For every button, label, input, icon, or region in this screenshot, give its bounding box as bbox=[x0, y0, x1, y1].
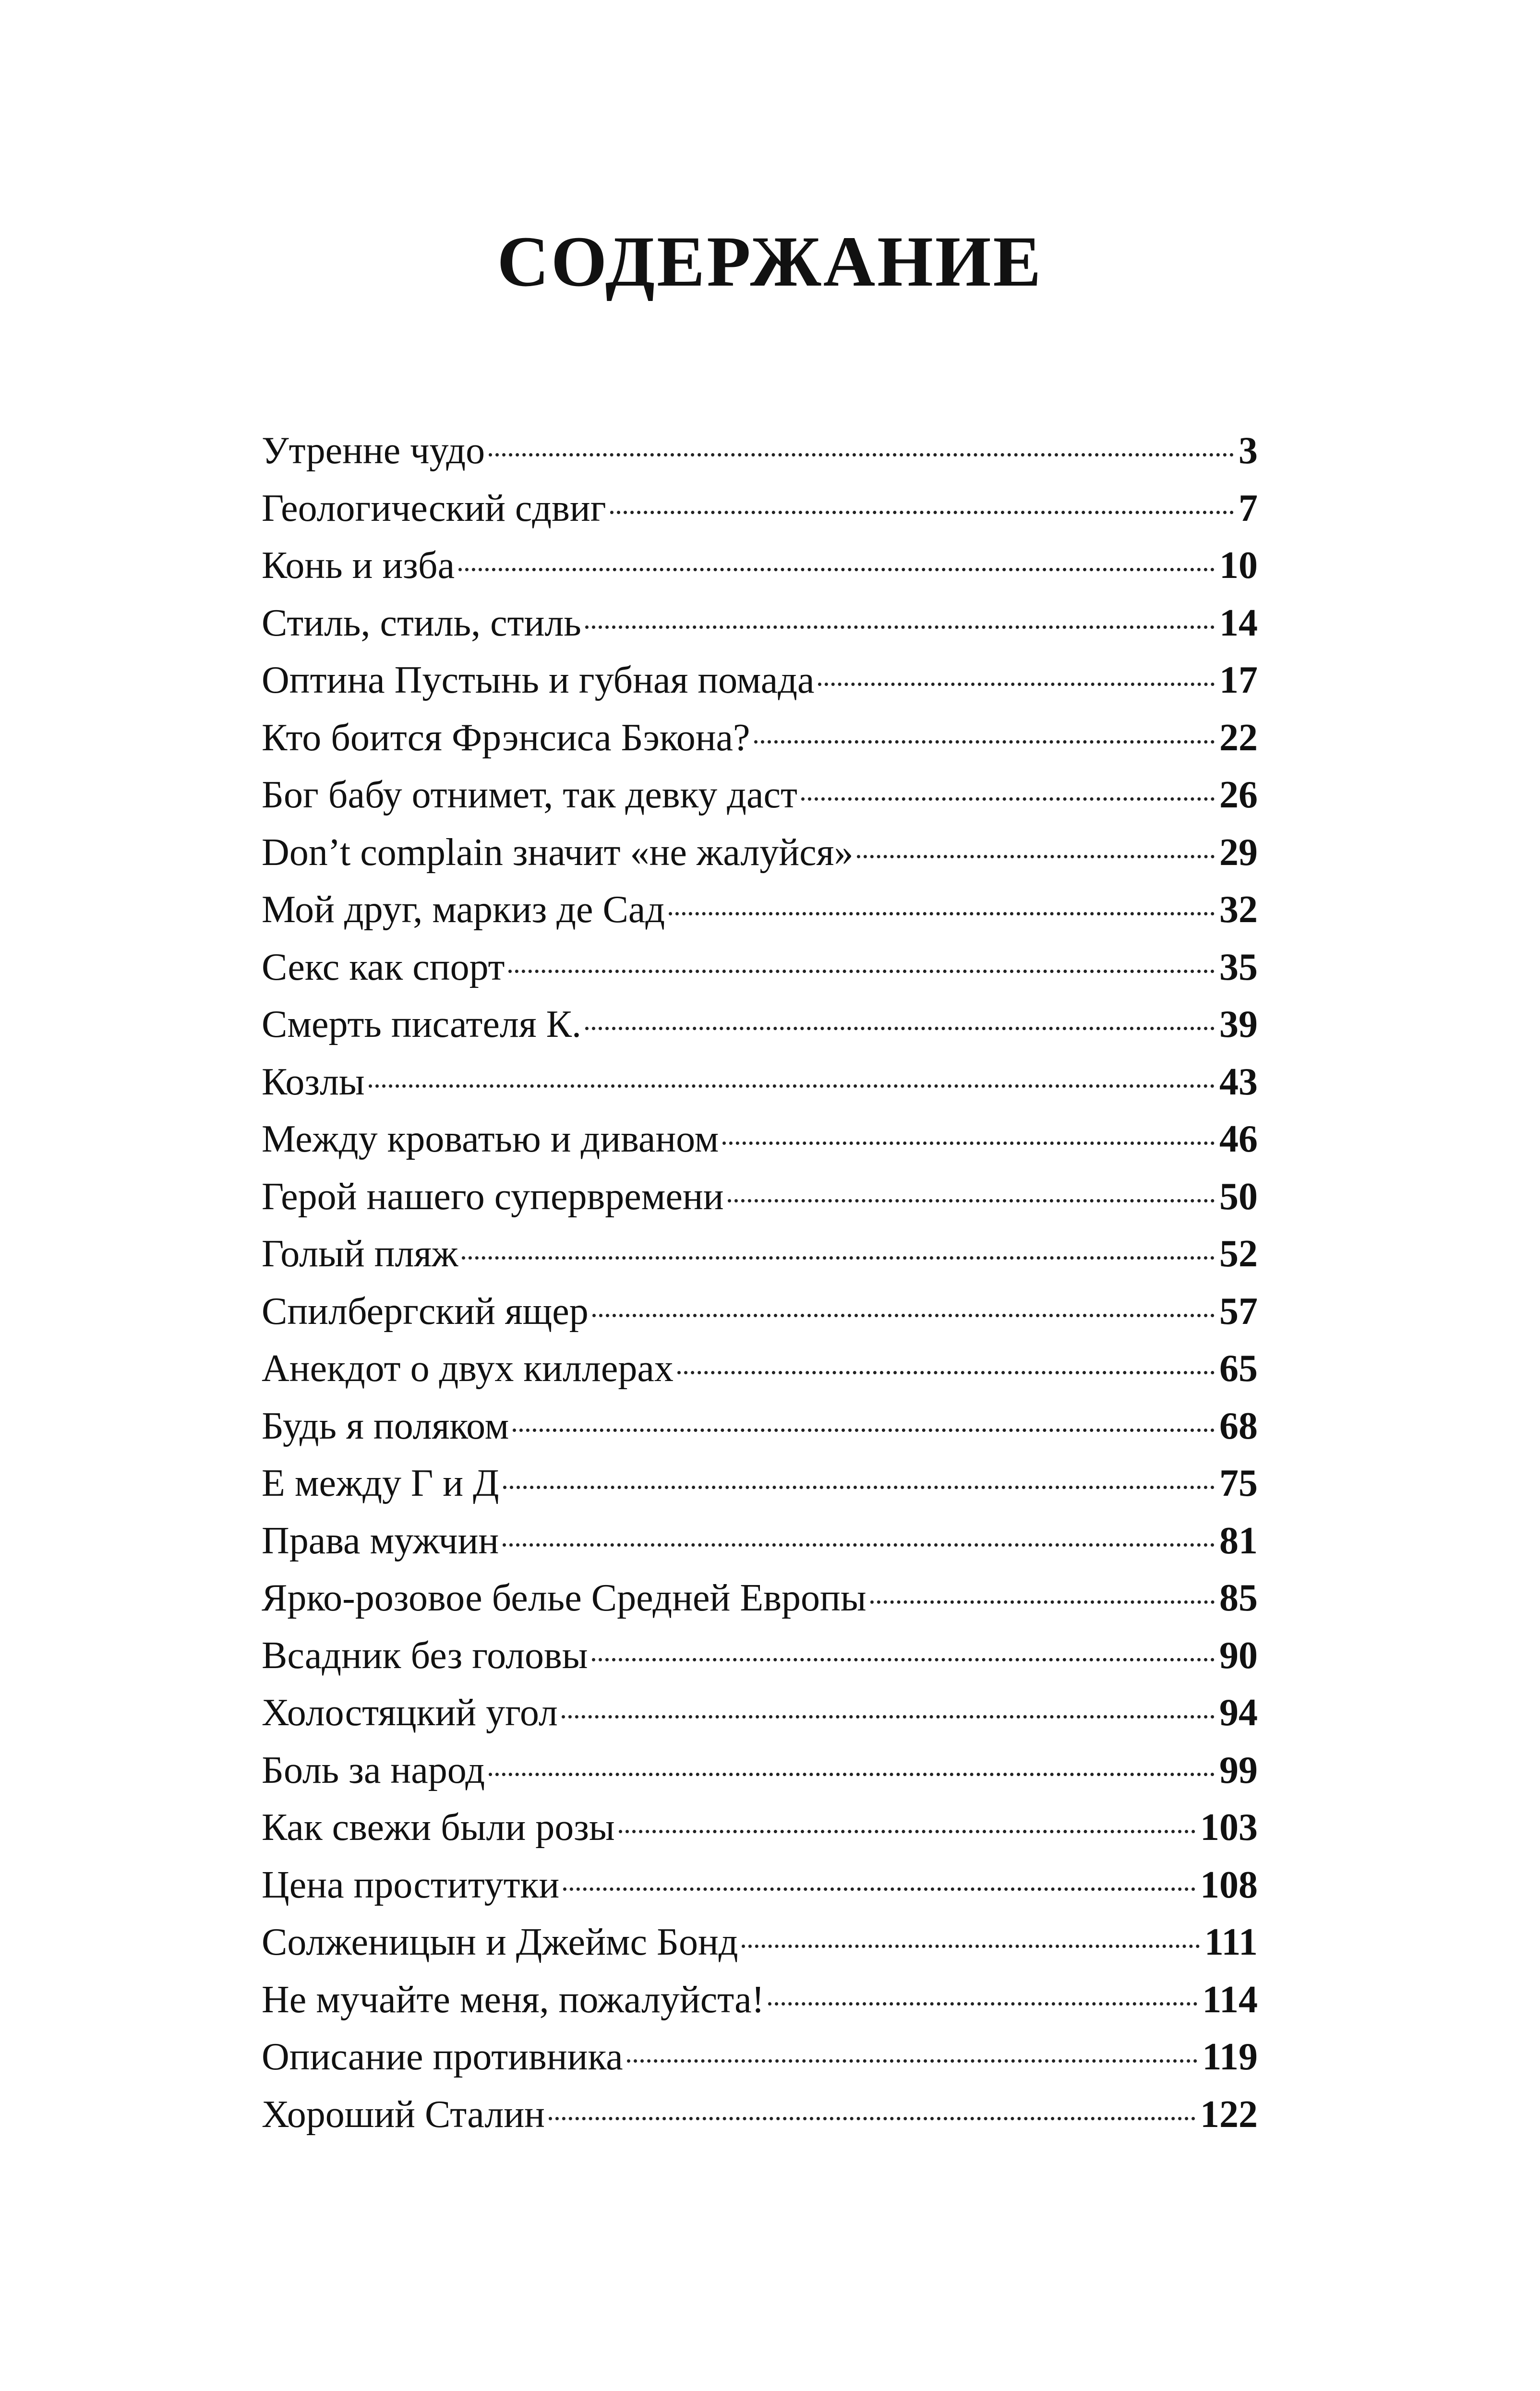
toc-entry-page-number: 7 bbox=[1239, 487, 1258, 529]
toc-entry-title: Герой нашего супервремени bbox=[262, 1175, 724, 1218]
toc-entry-page-number: 103 bbox=[1200, 1806, 1258, 1849]
toc-entry-title: Будь я поляком bbox=[262, 1405, 509, 1447]
toc-entry-page-number: 85 bbox=[1219, 1577, 1258, 1619]
toc-entry-page-number: 35 bbox=[1219, 946, 1258, 988]
dot-leader bbox=[669, 912, 1215, 915]
dot-leader bbox=[619, 1830, 1195, 1833]
toc-entry bbox=[262, 2086, 1258, 2144]
toc-entry bbox=[262, 1398, 1258, 1455]
dot-leader bbox=[610, 511, 1234, 514]
dot-leader bbox=[503, 1486, 1215, 1489]
page-title: СОДЕРЖАНИЕ bbox=[497, 222, 1043, 301]
toc-entry-page-number: 17 bbox=[1219, 659, 1258, 701]
dot-leader bbox=[592, 1658, 1215, 1661]
toc-entry-page-number: 65 bbox=[1219, 1347, 1258, 1390]
toc-entry-title: Утренне чудо bbox=[262, 430, 485, 472]
toc-entry-title: Мой друг, маркиз де Сад bbox=[262, 889, 665, 931]
dot-leader bbox=[768, 2002, 1197, 2006]
toc-entry bbox=[262, 480, 1258, 538]
toc-entry bbox=[262, 1168, 1258, 1226]
dot-leader bbox=[489, 453, 1234, 457]
dot-leader bbox=[369, 1084, 1215, 1088]
dot-leader bbox=[870, 1600, 1215, 1604]
dot-leader bbox=[857, 855, 1215, 858]
dot-leader bbox=[549, 2117, 1195, 2120]
toc-entry bbox=[262, 1684, 1258, 1742]
toc-entry-title: Солженицын и Джеймс Бонд bbox=[262, 1921, 738, 1963]
dot-leader bbox=[627, 2059, 1198, 2063]
toc-entry bbox=[262, 422, 1258, 480]
toc-entry-page-number: 14 bbox=[1219, 601, 1258, 644]
toc-entry bbox=[262, 1111, 1258, 1168]
dot-leader bbox=[462, 1256, 1215, 1260]
toc-entry-page-number: 32 bbox=[1219, 889, 1258, 931]
toc-entry bbox=[262, 652, 1258, 709]
toc-entry bbox=[262, 1226, 1258, 1283]
toc-entry bbox=[262, 1340, 1258, 1398]
toc-entry-page-number: 68 bbox=[1219, 1405, 1258, 1447]
toc-entry-page-number: 22 bbox=[1219, 716, 1258, 759]
dot-leader bbox=[585, 1027, 1215, 1030]
dot-leader bbox=[585, 625, 1215, 629]
toc-entry-title: Ярко-розовое белье Средней Европы bbox=[262, 1577, 866, 1619]
dot-leader bbox=[513, 1429, 1215, 1432]
dot-leader bbox=[489, 1773, 1215, 1776]
toc-entry-page-number: 10 bbox=[1219, 544, 1258, 587]
dot-leader bbox=[592, 1314, 1215, 1317]
toc-entry-page-number: 29 bbox=[1219, 831, 1258, 874]
dot-leader bbox=[503, 1543, 1215, 1547]
toc-entry-title: Е между Г и Д bbox=[262, 1462, 499, 1504]
toc-entry bbox=[262, 767, 1258, 824]
toc-entry-page-number: 99 bbox=[1219, 1749, 1258, 1791]
toc-entry-page-number: 50 bbox=[1219, 1175, 1258, 1218]
toc-entry-title: Конь и изба bbox=[262, 544, 455, 587]
toc-entry bbox=[262, 1857, 1258, 1914]
toc-entry-title: Секс как спорт bbox=[262, 946, 505, 988]
table-of-contents bbox=[262, 422, 1258, 2143]
toc-entry bbox=[262, 1283, 1258, 1341]
toc-entry-title: Don’t complain значит «не жалуйся» bbox=[262, 831, 854, 874]
toc-entry-page-number: 52 bbox=[1219, 1233, 1258, 1275]
toc-entry-title: Голый пляж bbox=[262, 1233, 458, 1275]
toc-entry bbox=[262, 1570, 1258, 1627]
toc-entry-title: Оптина Пустынь и губная помада bbox=[262, 659, 815, 701]
toc-entry bbox=[262, 537, 1258, 595]
dot-leader bbox=[563, 1887, 1195, 1891]
toc-entry bbox=[262, 1799, 1258, 1857]
dot-leader bbox=[754, 740, 1215, 744]
dot-leader bbox=[818, 683, 1215, 686]
toc-entry-title: Описание противника bbox=[262, 2036, 623, 2078]
toc-entry bbox=[262, 996, 1258, 1054]
toc-entry bbox=[262, 1914, 1258, 1971]
toc-entry-page-number: 114 bbox=[1202, 1978, 1258, 2021]
dot-leader bbox=[742, 1945, 1199, 1948]
toc-entry-page-number: 46 bbox=[1219, 1118, 1258, 1160]
toc-entry-title: Холостяцкий угол bbox=[262, 1692, 558, 1734]
toc-entry bbox=[262, 824, 1258, 882]
toc-entry-page-number: 81 bbox=[1219, 1519, 1258, 1562]
toc-entry-title: Хороший Сталин bbox=[262, 2093, 545, 2136]
toc-entry-page-number: 119 bbox=[1202, 2036, 1258, 2078]
toc-entry-title: Всадник без головы bbox=[262, 1634, 588, 1677]
toc-entry bbox=[262, 1971, 1258, 2029]
toc-entry bbox=[262, 881, 1258, 939]
toc-entry bbox=[262, 1742, 1258, 1800]
dot-leader bbox=[458, 568, 1215, 571]
toc-entry-title: Кто боится Фрэнсиса Бэкона? bbox=[262, 716, 750, 759]
toc-entry-page-number: 3 bbox=[1239, 430, 1258, 472]
toc-entry-title: Цена проститутки bbox=[262, 1863, 560, 1906]
dot-leader bbox=[722, 1141, 1215, 1145]
toc-entry bbox=[262, 1513, 1258, 1570]
toc-entry-title: Смерть писателя К. bbox=[262, 1003, 581, 1045]
toc-entry-title: Боль за народ bbox=[262, 1749, 485, 1791]
toc-entry bbox=[262, 709, 1258, 767]
toc-entry bbox=[262, 1627, 1258, 1685]
dot-leader bbox=[508, 970, 1215, 973]
toc-entry-page-number: 122 bbox=[1200, 2093, 1258, 2136]
toc-entry-page-number: 108 bbox=[1200, 1863, 1258, 1906]
toc-entry-page-number: 39 bbox=[1219, 1003, 1258, 1045]
toc-entry-page-number: 26 bbox=[1219, 774, 1258, 816]
toc-entry bbox=[262, 939, 1258, 997]
toc-entry-title: Козлы bbox=[262, 1060, 365, 1103]
toc-entry-title: Стиль, стиль, стиль bbox=[262, 601, 581, 644]
toc-entry-title: Между кроватью и диваном bbox=[262, 1118, 719, 1160]
dot-leader bbox=[677, 1371, 1215, 1374]
toc-entry bbox=[262, 595, 1258, 652]
toc-entry-page-number: 94 bbox=[1219, 1692, 1258, 1734]
toc-entry-title: Спилбергский ящер bbox=[262, 1290, 589, 1333]
toc-entry-page-number: 43 bbox=[1219, 1060, 1258, 1103]
toc-entry-title: Не мучайте меня, пожалуйста! bbox=[262, 1978, 765, 2021]
toc-entry-page-number: 57 bbox=[1219, 1290, 1258, 1333]
toc-entry bbox=[262, 2029, 1258, 2086]
toc-entry-title: Геологический сдвиг bbox=[262, 487, 606, 529]
dot-leader bbox=[728, 1199, 1215, 1202]
toc-entry-title: Анекдот о двух киллерах bbox=[262, 1347, 674, 1390]
toc-entry bbox=[262, 1455, 1258, 1513]
toc-entry-title: Бог бабу отнимет, так девку даст bbox=[262, 774, 797, 816]
toc-entry-page-number: 90 bbox=[1219, 1634, 1258, 1677]
dot-leader bbox=[562, 1715, 1215, 1718]
toc-entry-title: Как свежи были розы bbox=[262, 1806, 615, 1849]
toc-entry-page-number: 75 bbox=[1219, 1462, 1258, 1504]
toc-entry bbox=[262, 1054, 1258, 1111]
toc-entry-title: Права мужчин bbox=[262, 1519, 499, 1562]
toc-entry-page-number: 111 bbox=[1204, 1921, 1258, 1963]
dot-leader bbox=[801, 797, 1215, 801]
